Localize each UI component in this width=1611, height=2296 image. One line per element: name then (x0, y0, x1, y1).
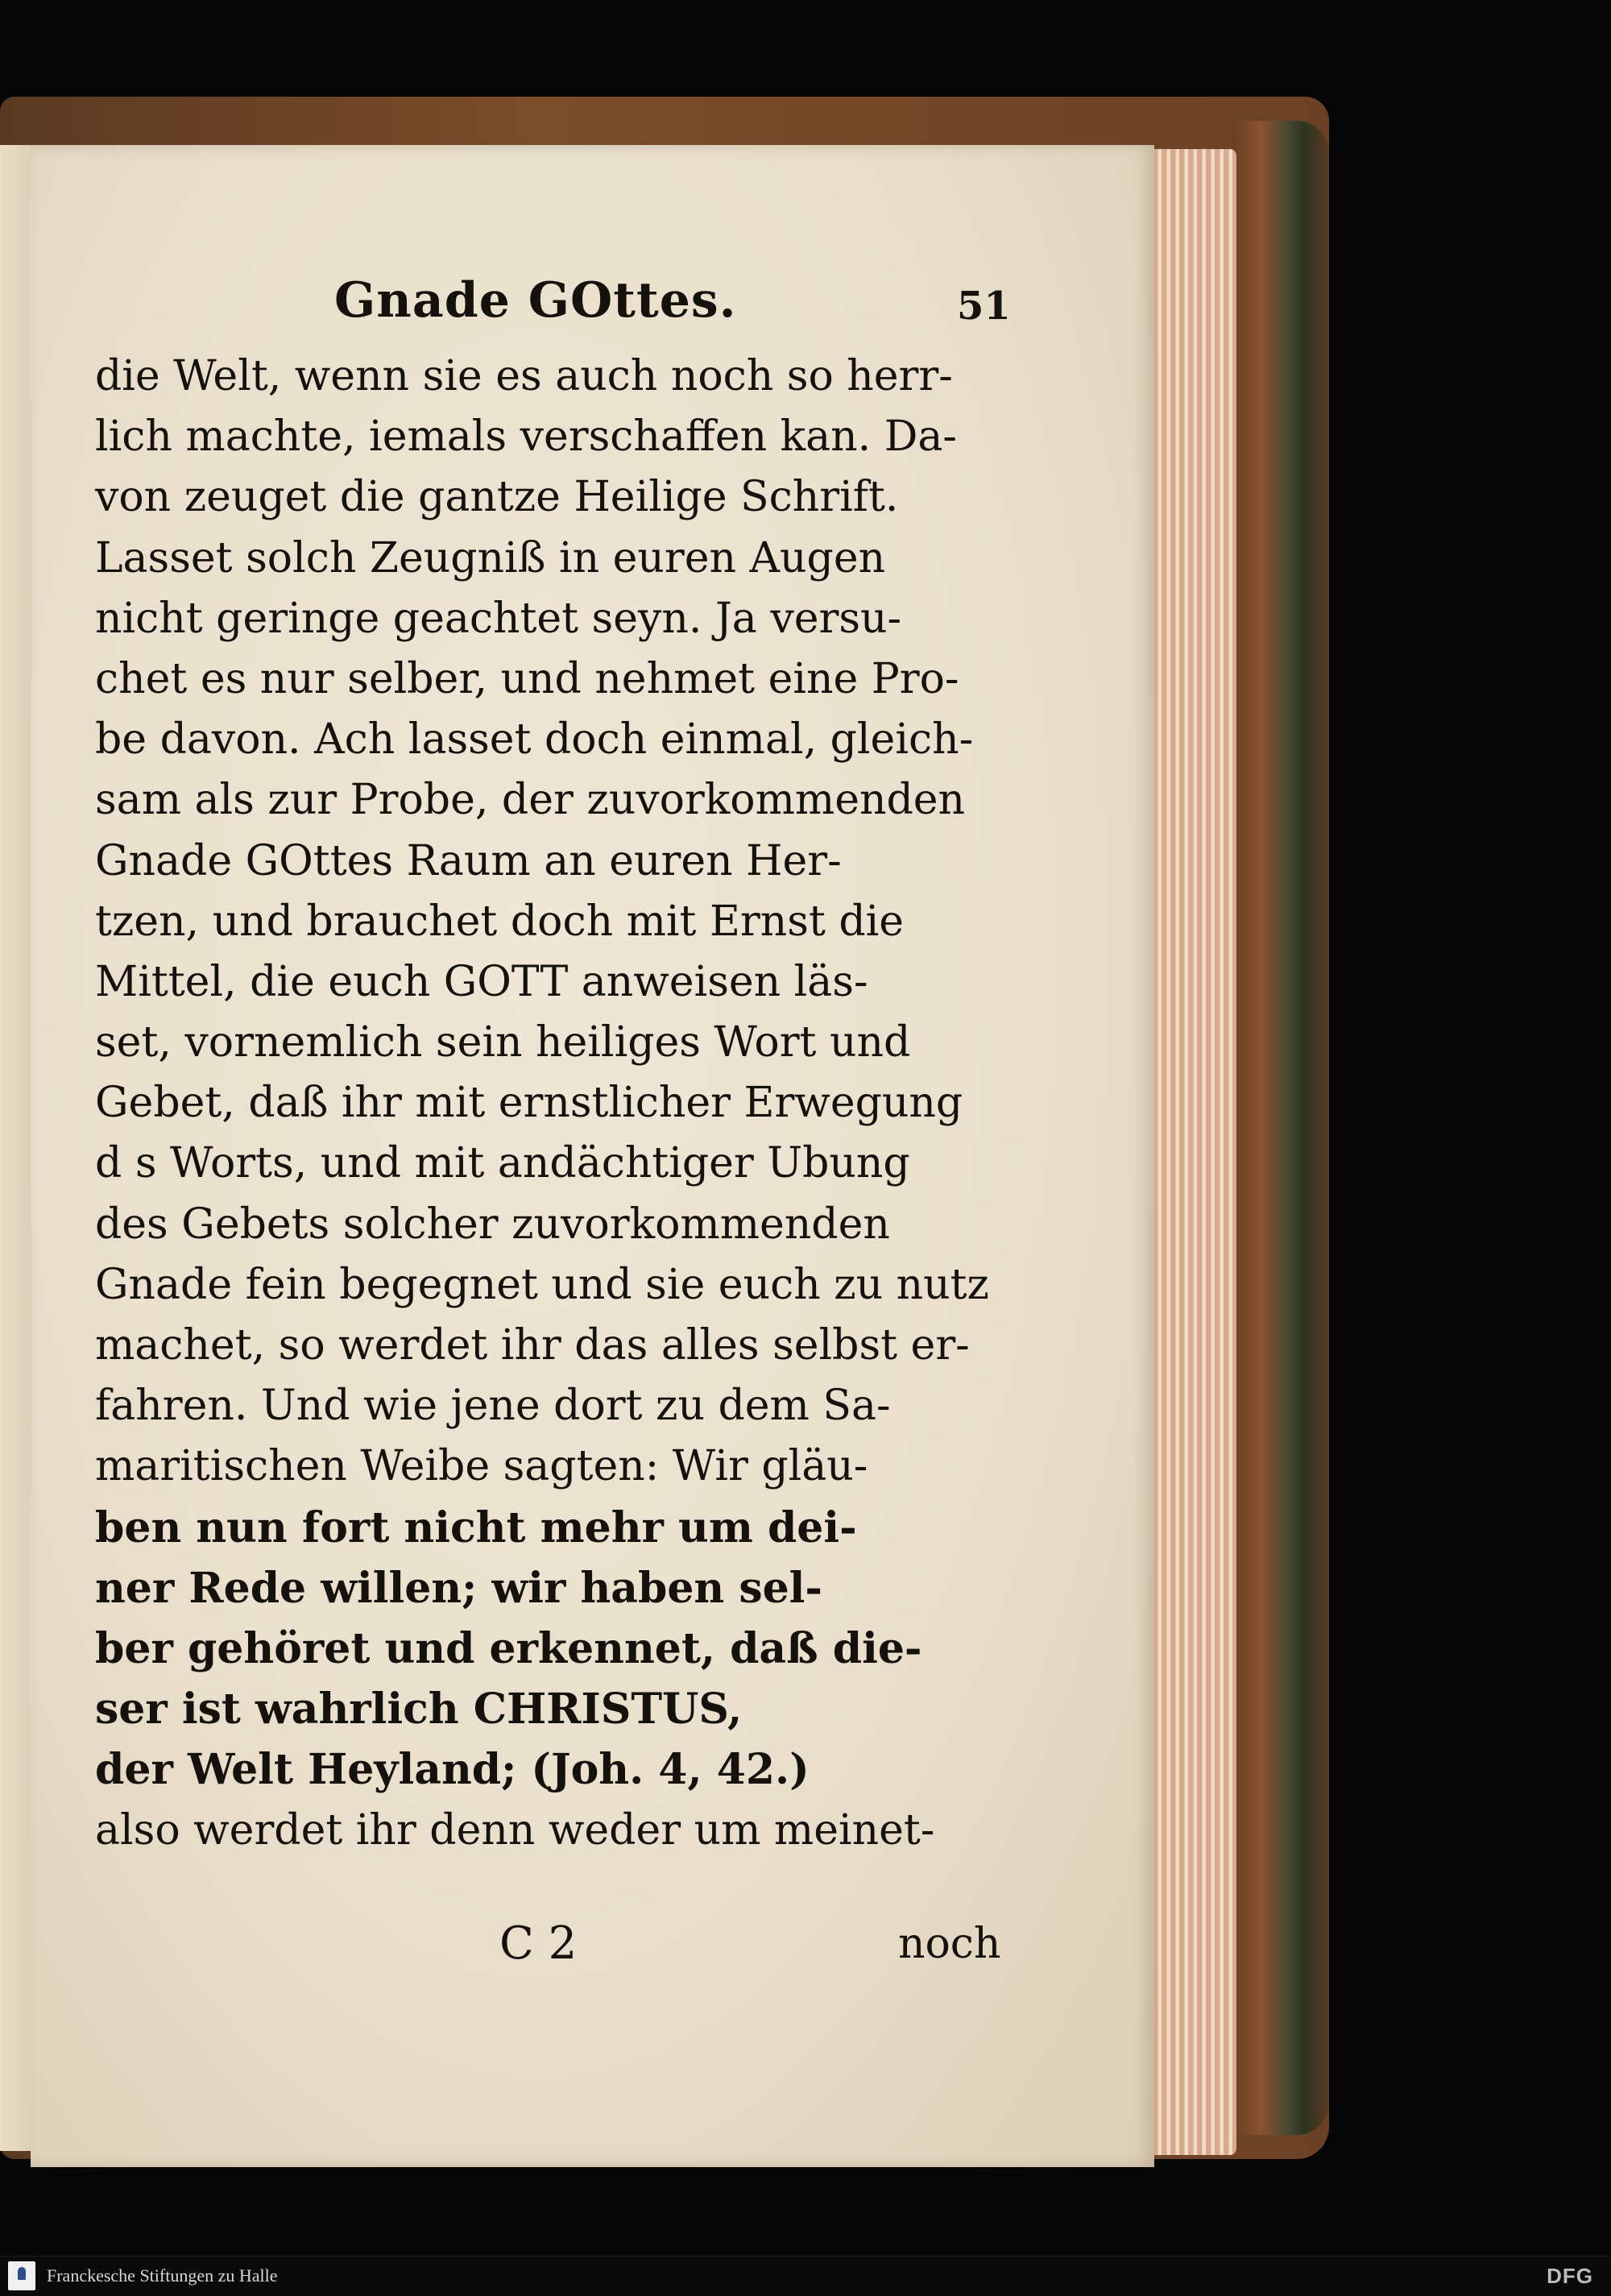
text-line: Gnade GOttes Raum an euren Her- (95, 836, 842, 885)
credit-bar (0, 2256, 1611, 2296)
signature-mark: C 2 (499, 1917, 578, 1970)
text-line: Mittel, die euch GOTT anweisen läs- (95, 957, 868, 1006)
text-line: sam als zur Probe, der zuvorkommenden (95, 776, 966, 825)
text-line: ben nun fort nicht mehr um dei- (95, 1502, 857, 1552)
text-line: machet, so werdet ihr das alles selbst er- (95, 1321, 970, 1370)
running-head: Gnade GOttes. (334, 272, 737, 329)
text-line: der Welt Heyland; (Joh. 4, 42.) (95, 1745, 810, 1795)
facing-page-edge (0, 145, 35, 2151)
text-line: nicht geringe geachtet seyn. Ja versu- (95, 594, 902, 643)
institution-name: Franckesche Stiftungen zu Halle (47, 2265, 278, 2286)
text-line: fahren. Und wie jene dort zu dem Sa- (95, 1382, 891, 1431)
text-line: ber gehöret und erkennet, daß die- (95, 1623, 922, 1673)
text-line: ser ist wahrlich CHRISTUS, (95, 1685, 743, 1734)
book-spine (1232, 121, 1329, 2135)
body-text (95, 346, 1029, 1861)
text-line: be davon. Ach lasset doch einmal, gleich- (95, 715, 974, 765)
text-line: von zeuget die gantze Heilige Schrift. (95, 473, 899, 522)
text-line: Gnade fein begegnet und sie euch zu nutz (95, 1260, 989, 1309)
catchword: noch (898, 1920, 1001, 1968)
text-line: also werdet ihr denn weder um meinet- (95, 1805, 935, 1855)
text-line: ner Rede willen; wir haben sel- (95, 1563, 823, 1613)
text-line: maritischen Weibe sagten: Wir gläu- (95, 1442, 868, 1491)
page-number: 51 (957, 284, 1011, 329)
text-line: Lasset solch Zeugniß in euren Augen (95, 533, 886, 582)
text-line: chet es nur selber, und nehmet eine Pro- (95, 654, 959, 703)
funder-logo: DFG (1547, 2264, 1593, 2288)
text-line: die Welt, wenn sie es auch noch so herr- (95, 352, 953, 400)
page-edges (1144, 149, 1236, 2155)
text-line: set, vornemlich sein heiliges Wort und (95, 1018, 911, 1067)
text-line: Gebet, daß ihr mit ernstlicher Erwegung (95, 1079, 963, 1128)
text-line: lich machte, iemals verschaffen kan. Da- (95, 412, 957, 462)
text-line: d s Worts, und mit andächtiger Ubung (95, 1139, 910, 1188)
institution-logo-icon (8, 2261, 35, 2290)
text-line: des Gebets solcher zuvorkommenden (95, 1200, 890, 1249)
text-line: tzen, und brauchet doch mit Ernst die (95, 897, 905, 946)
